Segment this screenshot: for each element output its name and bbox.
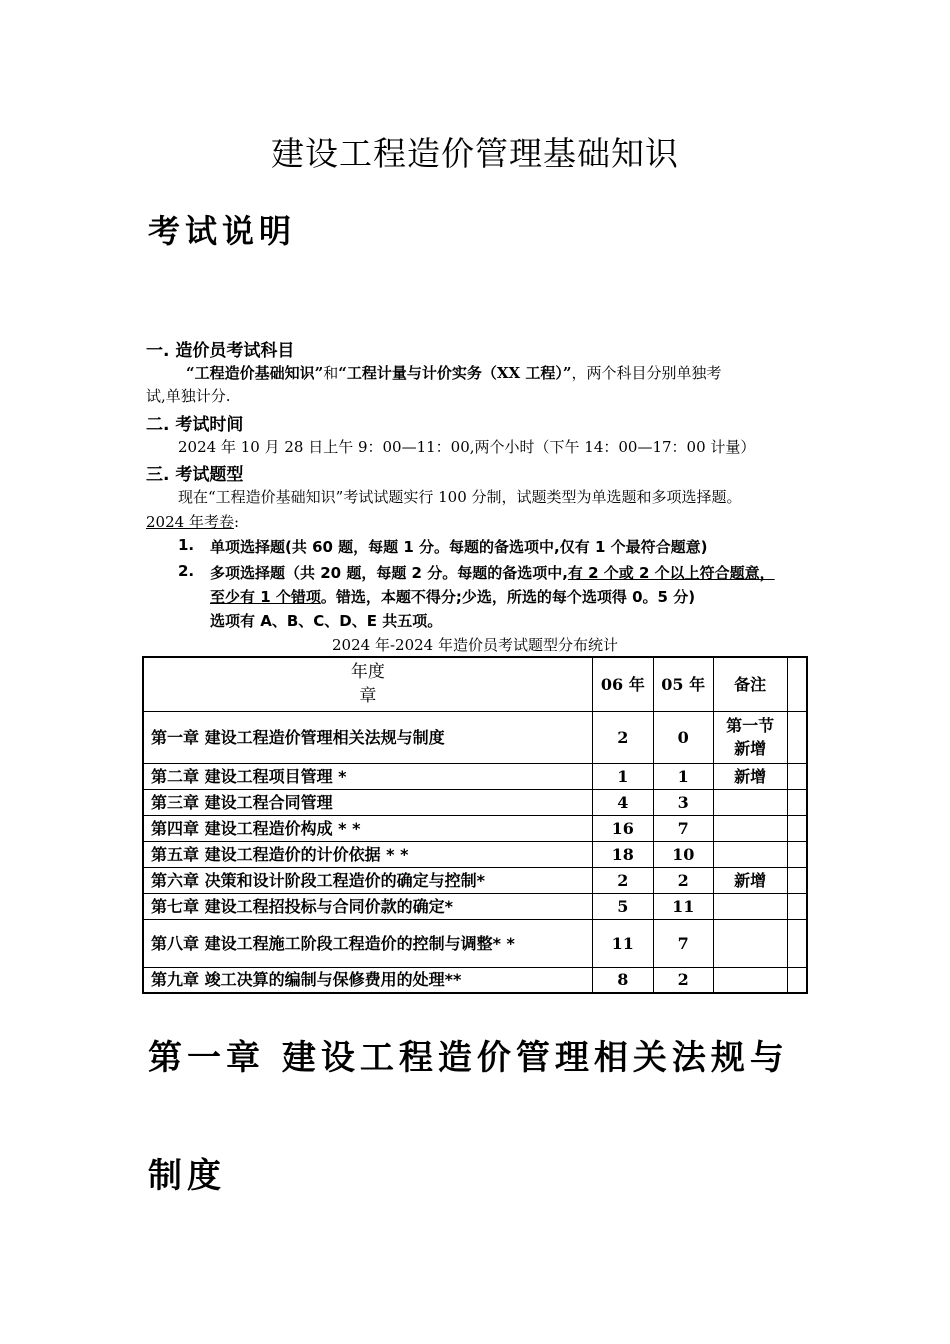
count-06-cell: 8	[592, 967, 653, 993]
list-item-number-1: 1.	[178, 536, 195, 554]
table-row	[143, 919, 807, 967]
header-corner-chapter: 章	[359, 686, 377, 707]
subject-connector: 和	[323, 364, 339, 382]
table-row	[143, 841, 807, 867]
empty-cell	[787, 841, 807, 867]
note-cell	[713, 967, 787, 993]
list-item-multi-choice-cont	[210, 586, 695, 607]
empty-cell	[787, 815, 807, 841]
empty-cell	[787, 867, 807, 893]
empty-cell	[787, 763, 807, 789]
header-col-notes: 备注	[713, 657, 787, 711]
count-05-cell: 2	[653, 967, 713, 993]
note-cell	[713, 815, 787, 841]
exam-time-text: 2024 年 10 月 28 日上午 9：00—11：00,两个小时（下午 14：00—17：00 计量）	[178, 438, 756, 456]
empty-cell	[787, 711, 807, 763]
exam-heading: 考试说明	[148, 212, 297, 250]
count-06-cell: 2	[592, 711, 653, 763]
multi-choice-text-d: 。错选，本题不得分;少选，所选的每个选项得 0。5 分)	[320, 588, 696, 606]
count-06-cell: 16	[592, 815, 653, 841]
question-distribution-table	[142, 656, 808, 994]
header-empty-cell	[787, 657, 807, 711]
subjects-line-rest: ，两个科目分别单独考	[571, 364, 722, 382]
chapter-cell: 第二章 建设工程项目管理 *	[143, 763, 592, 789]
section-heading-subjects: 一. 造价员考试科目	[146, 341, 295, 361]
note-cell	[713, 893, 787, 919]
count-06-cell: 18	[592, 841, 653, 867]
list-item-single-choice: 单项选择题(共 60 题，每题 1 分。每题的备选项中,仅有 1 个最符合题意)	[210, 538, 708, 556]
subject-basic: “工程造价基础知识”	[186, 364, 324, 382]
multi-choice-text-c: 至少有 1 个错项	[210, 588, 321, 606]
count-05-cell: 0	[653, 711, 713, 763]
count-06-cell: 11	[592, 919, 653, 967]
header-col-06: 06 年	[592, 657, 653, 711]
count-05-cell: 2	[653, 867, 713, 893]
chapter-cell: 第五章 建设工程造价的计价依据 * *	[143, 841, 592, 867]
empty-cell	[787, 919, 807, 967]
note-cell	[713, 789, 787, 815]
note-cell	[713, 919, 787, 967]
header-col-05: 05 年	[653, 657, 713, 711]
chapter-cell: 第六章 决策和设计阶段工程造价的确定与控制*	[143, 867, 592, 893]
section-heading-time: 二. 考试时间	[146, 415, 244, 435]
subjects-line	[186, 362, 722, 383]
count-05-cell: 1	[653, 763, 713, 789]
paper-label: 2024 年考卷	[146, 513, 234, 531]
chapter-cell: 第四章 建设工程造价构成 * *	[143, 815, 592, 841]
chapter-cell: 第八章 建设工程施工阶段工程造价的控制与调整* *	[143, 919, 592, 967]
multi-choice-text-a: 多项选择题（共 20 题，每题 2 分。每题的备选项中,	[210, 564, 568, 582]
count-06-cell: 4	[592, 789, 653, 815]
note-cell: 第一节 新增	[713, 711, 787, 763]
table-row	[143, 711, 807, 763]
chapter-heading-line2: 制度	[148, 1156, 226, 1196]
note-cell: 新增	[713, 867, 787, 893]
table-row	[143, 815, 807, 841]
table-caption: 2024 年-2024 年造价员考试题型分布统计	[332, 636, 618, 654]
paper-label-colon: :	[233, 513, 240, 531]
note-cell: 新增	[713, 763, 787, 789]
section-heading-types: 三. 考试题型	[146, 465, 244, 485]
count-05-cell: 3	[653, 789, 713, 815]
count-05-cell: 7	[653, 919, 713, 967]
paper-label-line	[146, 511, 239, 532]
empty-cell	[787, 893, 807, 919]
question-types-intro: 现在“工程造价基础知识”考试试题实行 100 分制，试题类型为单选题和多项选择题。	[178, 488, 742, 506]
count-06-cell: 1	[592, 763, 653, 789]
header-corner-cell	[143, 657, 592, 711]
chapter-cell: 第一章 建设工程造价管理相关法规与制度	[143, 711, 592, 763]
count-06-cell: 2	[592, 867, 653, 893]
count-06-cell: 5	[592, 893, 653, 919]
table-row	[143, 789, 807, 815]
options-line: 选项有 A、B、C、D、E 共五项。	[210, 612, 443, 630]
document-title: 建设工程造价管理基础知识	[271, 134, 679, 173]
empty-cell	[787, 789, 807, 815]
chapter-heading-line1: 第一章 建设工程造价管理相关法规与	[148, 1038, 789, 1078]
table-row	[143, 763, 807, 789]
table-body	[143, 711, 807, 993]
count-05-cell: 10	[653, 841, 713, 867]
list-item-multi-choice	[210, 562, 775, 583]
header-corner-year: 年度	[350, 662, 385, 683]
note-cell	[713, 841, 787, 867]
table-row	[143, 893, 807, 919]
chapter-cell: 第七章 建设工程招投标与合同价款的确定*	[143, 893, 592, 919]
count-05-cell: 7	[653, 815, 713, 841]
empty-cell	[787, 967, 807, 993]
table-row	[143, 967, 807, 993]
list-item-number-2: 2.	[178, 562, 195, 580]
multi-choice-text-b: 有 2 个或 2 个以上符合题意，	[567, 564, 775, 582]
table-header-row	[143, 657, 807, 711]
table-row	[143, 867, 807, 893]
count-05-cell: 11	[653, 893, 713, 919]
chapter-cell: 第三章 建设工程合同管理	[143, 789, 592, 815]
subjects-line-2: 试,单独计分.	[146, 387, 231, 405]
chapter-cell: 第九章 竣工决算的编制与保修费用的处理**	[143, 967, 592, 993]
subject-practice: “工程计量与计价实务（XX 工程）”	[338, 364, 572, 382]
